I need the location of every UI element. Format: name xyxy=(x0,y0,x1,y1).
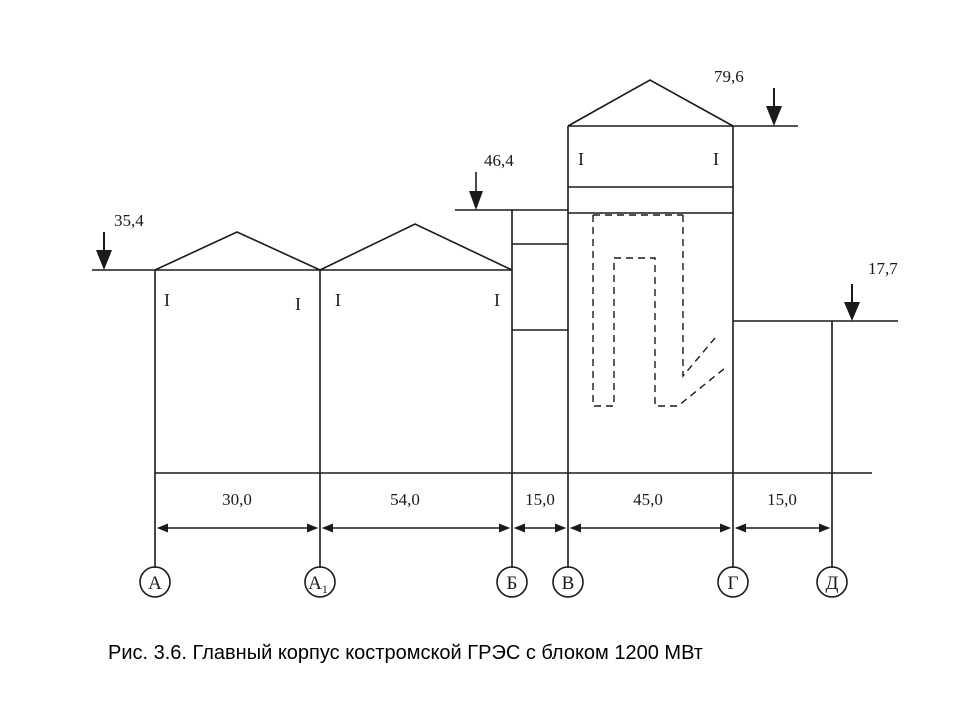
span-label-2: 54,0 xyxy=(390,490,420,509)
elevation-label-17-7: 17,7 xyxy=(868,259,898,278)
crane-mark-5: I xyxy=(578,149,584,169)
roof-turbine-hall-1 xyxy=(155,232,320,270)
elevation-label-46-4: 46,4 xyxy=(484,151,514,170)
roof-turbine-hall-2 xyxy=(320,224,512,270)
roof-boiler-house xyxy=(568,80,733,126)
span-label-5: 15,0 xyxy=(767,490,797,509)
axis-label-a1: $А_1$ xyxy=(308,573,328,596)
axis-label-d: Д xyxy=(825,573,839,594)
span-label-1: 30,0 xyxy=(222,490,252,509)
span-label-3: 15,0 xyxy=(525,490,555,509)
elevation-label-35-4: 35,4 xyxy=(114,211,144,230)
elevation-arrow-17-7-icon xyxy=(844,302,860,321)
axis-label-g: Г xyxy=(727,573,739,594)
axis-label-a: А xyxy=(148,573,162,594)
figure-caption: Рис. 3.6. Главный корпус костромской ГРЭС с блоком 1200 МВт xyxy=(108,642,703,664)
elevation-arrow-79-6-icon xyxy=(766,106,782,126)
axis-label-a1-subscript: 1 xyxy=(321,582,328,596)
crane-mark-2: I xyxy=(295,294,301,314)
boiler-outline xyxy=(593,215,725,406)
axis-label-v: В xyxy=(561,573,575,594)
crane-mark-1: I xyxy=(164,290,170,310)
elevation-arrow-35-4-icon xyxy=(96,250,112,270)
crane-mark-3: I xyxy=(335,290,341,310)
axis-label-b: Б xyxy=(506,573,518,594)
crane-mark-6: I xyxy=(713,149,719,169)
crane-mark-4: I xyxy=(494,290,500,310)
elevation-label-79-6: 79,6 xyxy=(714,67,744,86)
span-label-4: 45,0 xyxy=(633,490,663,509)
elevation-arrow-46-4-icon xyxy=(469,191,483,210)
